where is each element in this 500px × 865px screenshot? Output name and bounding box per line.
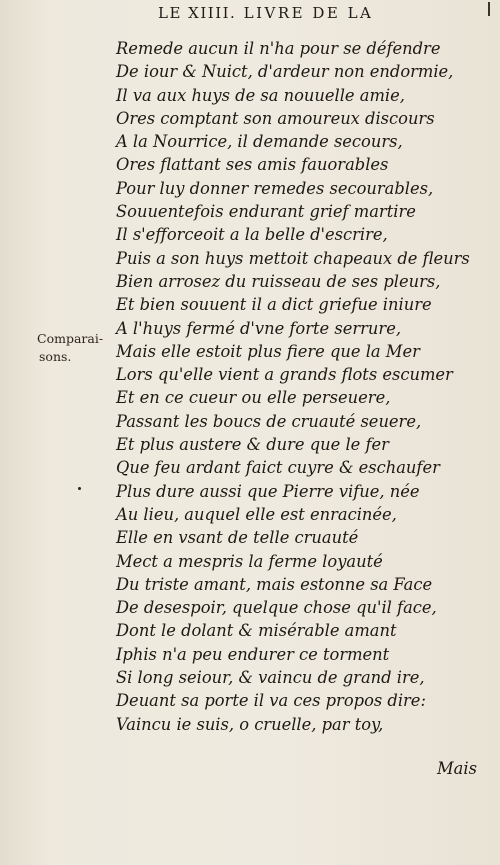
verse-line: Si long seiour, & vaincu de grand ire, <box>116 668 425 688</box>
verse-line: Iphis n'a peu endurer ce torment <box>116 644 390 664</box>
page-edge-mark <box>488 2 490 16</box>
verse-line: Elle en vsant de telle cruauté <box>116 528 359 548</box>
verse-line: De iour & Nuict, d'ardeur non endormie, <box>116 62 454 82</box>
verse-line: Bien arrosez du ruisseau de ses pleurs, <box>116 271 441 291</box>
verse-line: Deuant sa porte il va ces propos dire: <box>116 691 426 711</box>
verse-line: De desespoir, quelque chose qu'il face, <box>116 598 437 618</box>
verse-line: A l'huys fermé d'vne forte serrure, <box>116 318 402 338</box>
verse-line: A la Nourrice, il demande secours, <box>116 132 403 152</box>
verse-line: Et bien souuent il a dict griefue iniure <box>116 295 432 315</box>
verse-line: Vaincu ie suis, o cruelle, par toy, <box>116 714 384 734</box>
verse-line: Remede aucun il n'ha pour se défendre <box>116 39 441 58</box>
header-book-title: LIVRE DE LA <box>243 4 374 22</box>
marginal-note-line: sons. <box>39 349 72 364</box>
verse-line: Pour luy donner remedes secourables, <box>116 178 434 198</box>
verse-line: Mais elle estoit plus fiere que la Mer <box>116 341 420 361</box>
verse-line: Du triste amant, mais estonne sa Face <box>116 574 433 594</box>
verse-line: Dont le dolant & misérable amant <box>116 621 397 641</box>
verse-line: Souuentefois endurant grief martire <box>116 202 416 222</box>
verse-line: Il va aux huys de sa nouuelle amie, <box>116 85 405 105</box>
catchword: Mais <box>437 759 477 778</box>
verse-line: Ores flattant ses amis fauorables <box>116 155 389 175</box>
verse-line: Lors qu'elle vient a grands flots escumer <box>116 365 453 385</box>
header-book-number: LE XIIII. <box>158 4 237 22</box>
verse-line: Passant les boucs de cruauté seuere, <box>116 411 422 431</box>
verse-line: Il s'efforceoit a la belle d'escrire, <box>116 225 388 245</box>
verse-line: Que feu ardant faict cuyre & eschaufer <box>116 458 440 478</box>
margin-dot-mark <box>78 487 81 490</box>
verse-line: Et plus austere & dure que le fer <box>116 435 389 455</box>
verse-line: Mect a mespris la ferme loyauté <box>116 551 383 571</box>
verse-line: Et en ce cueur ou elle perseuere, <box>116 388 391 408</box>
verse-line: Au lieu, auquel elle est enracinée, <box>116 504 397 524</box>
marginal-note-line: Comparai- <box>37 331 104 346</box>
verse-line: Puis a son huys mettoit chapeaux de fleurs <box>116 248 470 268</box>
running-header <box>158 4 373 22</box>
verse-line: Plus dure aussi que Pierre vifue, née <box>116 481 420 501</box>
marginal-note <box>37 330 103 366</box>
verse-block <box>116 37 470 736</box>
verse-line: Ores comptant son amoureux discours <box>116 108 435 128</box>
